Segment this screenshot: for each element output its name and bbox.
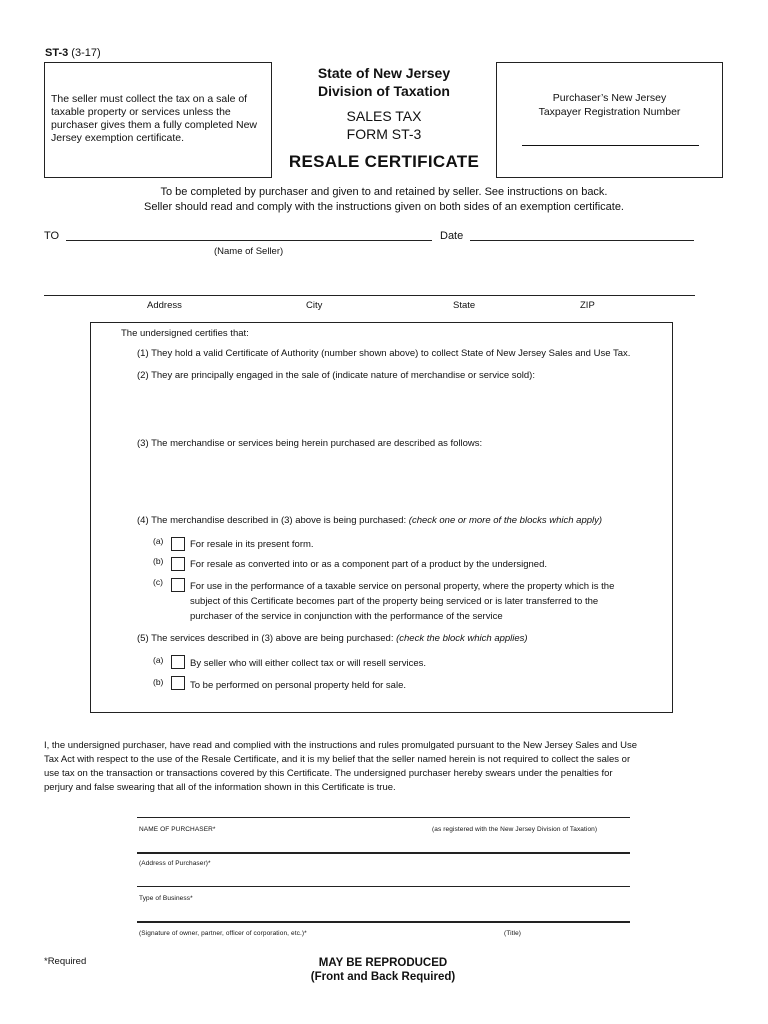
declaration-line3: use tax on the transaction or transactions covered by this Certificate. The undersigned purchaser hereby swears under the penalties for <box>44 768 613 779</box>
option-4c-text-line3: purchaser of the service in conjunction with the performance of the service <box>190 611 503 622</box>
option-4c-letter: (c) <box>153 577 163 587</box>
item-4-note: (check one or more of the blocks which apply) <box>408 515 603 526</box>
seller-name-caption: (Name of Seller) <box>214 246 284 257</box>
purchaser-name-field[interactable] <box>137 817 630 818</box>
certification-item-5 <box>137 633 528 645</box>
purchaser-address-label: (Address of Purchaser)* <box>139 860 211 867</box>
sales-tax-title: SALES TAX <box>346 108 422 124</box>
instructions-line2: Seller should read and comply with the instructions given on both sides of an exemption certificate. <box>144 201 624 213</box>
option-4b-letter: (b) <box>153 556 164 566</box>
front-back-required: (Front and Back Required) <box>310 971 456 983</box>
state-title: State of New Jersey <box>317 65 451 81</box>
registration-number-field[interactable] <box>522 145 699 146</box>
signature-label: (Signature of owner, partner, officer of corporation, etc.)* <box>139 930 307 937</box>
date-label: Date <box>440 230 464 242</box>
option-4a-checkbox[interactable] <box>171 537 185 551</box>
form-title: FORM ST-3 <box>346 126 422 142</box>
seller-name-field[interactable] <box>66 240 432 241</box>
option-4c-text-line2: subject of this Certificate becomes part of the property being serviced or is later transferred to the <box>190 596 599 607</box>
to-label: TO <box>44 230 60 242</box>
item-5-note: (check the block which applies) <box>396 633 528 644</box>
address-field[interactable] <box>44 295 695 296</box>
signature-field[interactable] <box>137 921 630 923</box>
required-note: *Required <box>44 956 87 967</box>
item-4-lead: (4) The merchandise described in (3) above is being purchased: <box>137 515 409 526</box>
option-4a-text: For resale in its present form. <box>190 539 314 550</box>
option-5b-text: To be performed on personal property held for sale. <box>190 680 406 691</box>
business-type-field[interactable] <box>137 886 630 887</box>
item-5-lead: (5) The services described in (3) above are being purchased: <box>137 633 397 644</box>
option-4a-letter: (a) <box>153 536 164 546</box>
option-4c-text-line1: For use in the performance of a taxable service on personal property, where the property which is the <box>190 581 615 592</box>
option-5a-text: By seller who will either collect tax or will resell services. <box>190 658 426 669</box>
date-field[interactable] <box>470 240 694 241</box>
option-5a-letter: (a) <box>153 655 164 665</box>
purchaser-address-field[interactable] <box>137 852 630 854</box>
certification-item-2: (2) They are principally engaged in the sale of (indicate nature of merchandise or service sold): <box>137 370 535 381</box>
purchaser-registration-label-line2: Taxpayer Registration Number <box>538 106 681 118</box>
may-be-reproduced: MAY BE REPRODUCED <box>318 957 448 969</box>
option-5b-letter: (b) <box>153 677 164 687</box>
seller-notice-box <box>44 62 272 178</box>
declaration-line1: I, the undersigned purchaser, have read and complied with the instructions and rules promulgated pursuant to the New Jersey Sales and Use <box>44 740 638 751</box>
zip-caption: ZIP <box>580 300 595 311</box>
city-caption: City <box>306 300 323 311</box>
business-type-label: Type of Business* <box>139 895 193 902</box>
purchaser-registration-box <box>496 62 723 178</box>
state-caption: State <box>453 300 476 311</box>
title-label: (Title) <box>504 930 522 937</box>
option-4b-checkbox[interactable] <box>171 557 185 571</box>
declaration-line4: perjury and false swearing that all of the information shown in this Certificate is true. <box>44 782 396 793</box>
page-title: RESALE CERTIFICATE <box>288 152 480 171</box>
certification-item-1: (1) They hold a valid Certificate of Authority (number shown above) to collect State of New Jersey Sales and Use Tax. <box>137 348 631 359</box>
option-5a-checkbox[interactable] <box>171 655 185 669</box>
instructions-line1: To be completed by purchaser and given to and retained by seller. See instructions on back. <box>160 186 608 198</box>
certification-intro: The undersigned certifies that: <box>121 328 249 339</box>
declaration-line2: Tax Act with respect to the use of the Resale Certificate, and it is my belief that the seller named herein is not required to collect the sales or <box>44 754 631 765</box>
form-code <box>45 47 101 59</box>
seller-notice-text: The seller must collect the tax on a sale of taxable property or services unless the purchaser gives them a fully completed New Jersey exemption certificate. <box>51 93 258 144</box>
certification-item-4 <box>137 515 602 527</box>
form-revision: (3-17) <box>71 47 101 59</box>
option-4b-text: For resale as converted into or as a component part of a product by the undersigned. <box>190 559 547 570</box>
registered-note: (as registered with the New Jersey Division of Taxation) <box>432 826 598 833</box>
purchaser-registration-label-line1: Purchaser’s New Jersey <box>552 92 667 104</box>
option-4c-checkbox[interactable] <box>171 578 185 592</box>
purchaser-registration-label <box>497 91 722 119</box>
form-code-label: ST-3 <box>45 47 69 59</box>
division-title: Division of Taxation <box>318 83 450 99</box>
address-caption: Address <box>147 300 182 311</box>
purchaser-name-label: NAME OF PURCHASER* <box>139 826 216 833</box>
option-5b-checkbox[interactable] <box>171 676 185 690</box>
certification-item-3: (3) The merchandise or services being herein purchased are described as follows: <box>137 438 483 449</box>
